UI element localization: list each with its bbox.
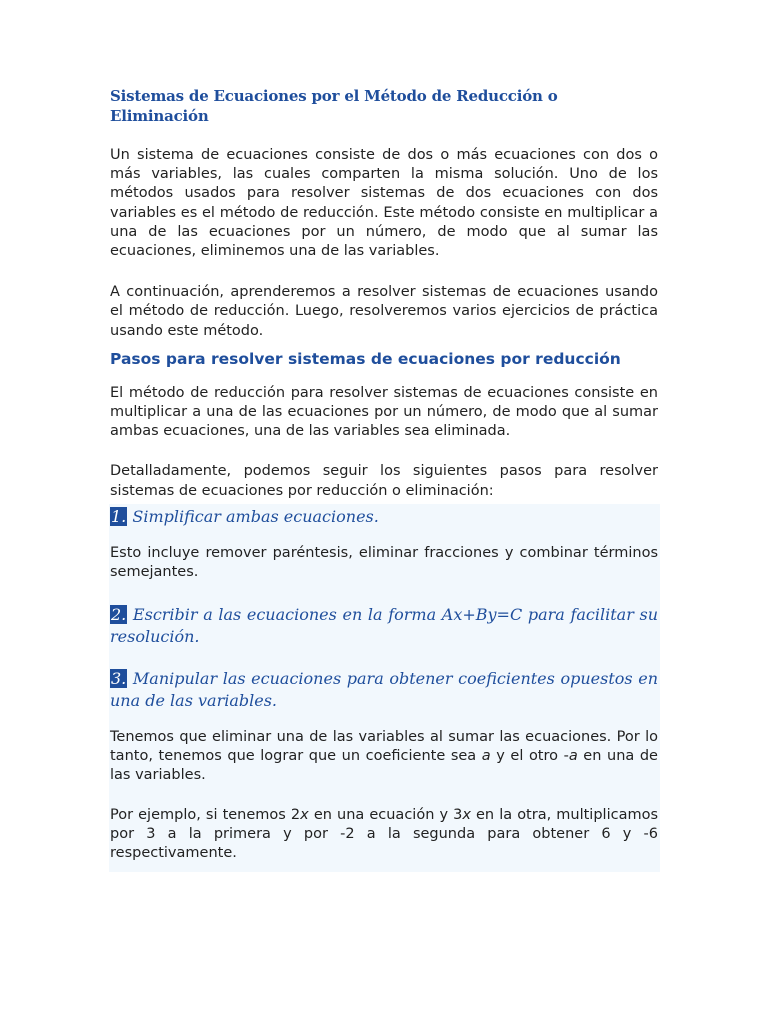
text-run: Por ejemplo, si tenemos 2 xyxy=(110,806,301,823)
text-run: en una de las variables. xyxy=(110,748,658,784)
step-number: 3. xyxy=(111,668,127,688)
step-detail-paragraph xyxy=(110,728,658,786)
section-paragraph: Detalladamente, podemos seguir los siguientes pasos para resolver sistemas de ecuaciones por reducción o eliminación: xyxy=(110,463,658,499)
intro-paragraph: A continuación, aprenderemos a resolver sistemas de ecuaciones usando el método de reducción. Luego, resolveremos varios ejercicios de práctica usando este método. xyxy=(110,284,658,339)
variable-a: a xyxy=(481,748,491,765)
variable-x: x xyxy=(462,806,471,823)
step-number: 1. xyxy=(111,507,127,526)
text-run: en una ecuación y 3 xyxy=(308,806,463,823)
step-detail-paragraph: Esto incluye remover paréntesis, eliminar fracciones y combinar términos semejantes. xyxy=(110,544,658,580)
step-text: Simplificar ambas ecuaciones. xyxy=(132,507,379,526)
example-paragraph xyxy=(110,806,658,864)
text-run: en la otra, multiplicamos por 3 a la primera y por -2 a la segunda para obtener 6 y -6 respectivamente. xyxy=(110,806,659,861)
text-run: Tenemos que eliminar una de las variables al sumar las ecuaciones. Por lo tanto, tenemos que lograr que un coeficiente sea xyxy=(110,728,658,765)
document-body xyxy=(110,86,658,520)
intro-paragraph: Un sistema de ecuaciones consiste de dos o más ecuaciones con dos o más variables, las cuales comparten la misma solución. Uno de los métodos usados para resolver sistemas de dos ecuaciones con dos variables es el método de reducción. Este método consiste en multiplicar a una de las ecuaciones por un número, de modo que al sumar las ecuaciones, eliminemos una de las variables. xyxy=(110,147,658,260)
variable-x: x xyxy=(300,806,309,823)
section-paragraph: El método de reducción para resolver sistemas de ecuaciones consiste en multiplicar a una de las ecuaciones por un número, de modo que al sumar ambas ecuaciones, una de las variables sea eliminada. xyxy=(110,384,658,440)
step-heading xyxy=(110,668,658,713)
text-run: y el otro - xyxy=(490,748,569,765)
variable-a: a xyxy=(568,748,578,765)
step-number: 2. xyxy=(111,604,127,624)
document-title: Sistemas de Ecuaciones por el Método de Reducción o Eliminación xyxy=(110,87,558,125)
step-text: Manipular las ecuaciones para obtener coeficientes opuestos en una de las variables. xyxy=(110,668,658,711)
steps-box xyxy=(109,504,660,872)
step-text: Escribir a las ecuaciones en la forma Ax+By=C para facilitar su resolución. xyxy=(110,604,658,647)
steps-content xyxy=(110,506,658,863)
step-heading xyxy=(110,604,658,649)
section-heading: Pasos para resolver sistemas de ecuaciones por reducción xyxy=(110,349,621,368)
step-heading xyxy=(110,506,658,529)
